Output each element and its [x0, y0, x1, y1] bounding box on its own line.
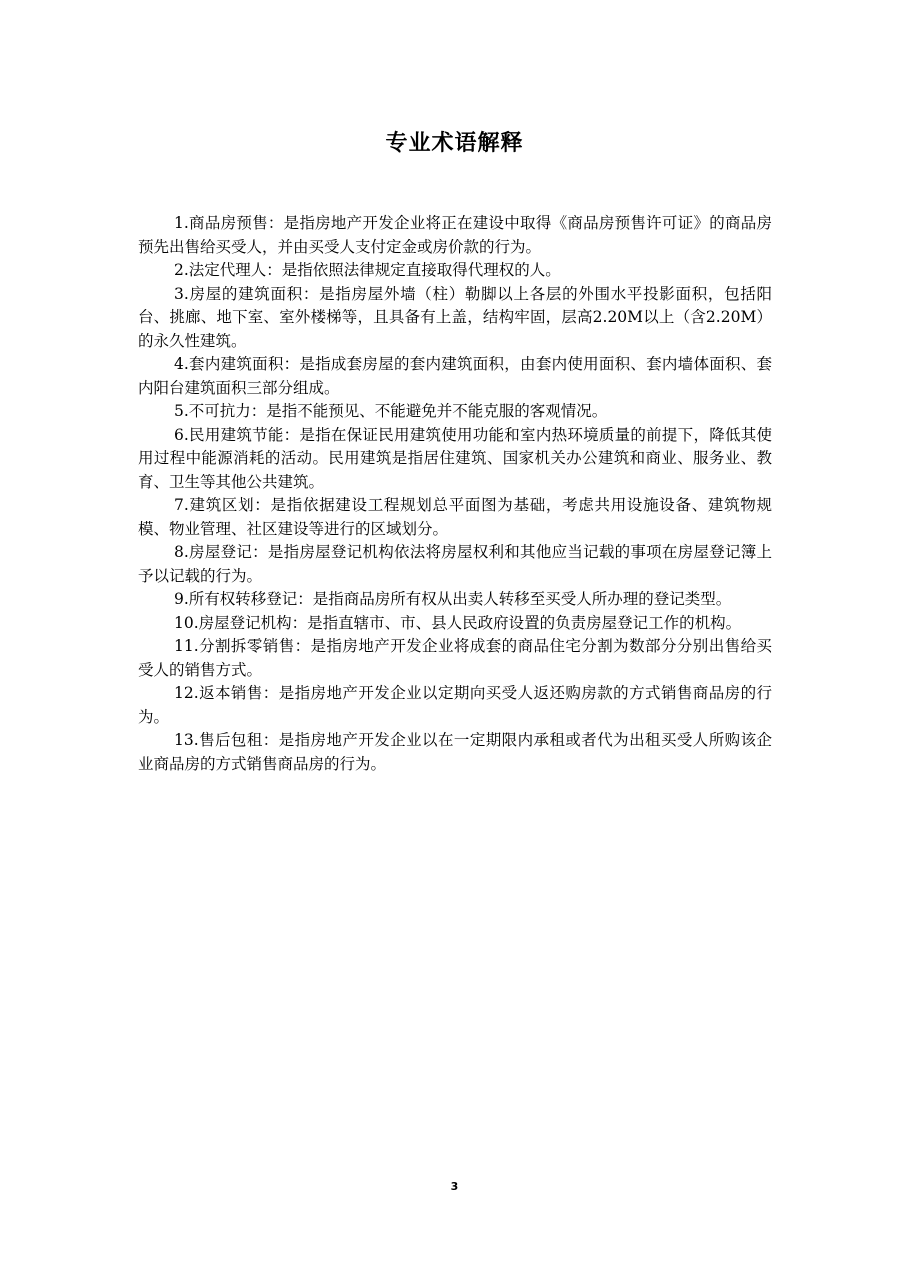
- term-item: 4.套内建筑面积：是指成套房屋的套内建筑面积，由套内使用面积、套内墙体面积、套内阳台建筑面积三部分组成。: [138, 355, 772, 397]
- term-item: 6.民用建筑节能：是指在保证民用建筑使用功能和室内热环境质量的前提下，降低其使用过程中能源消耗的活动。民用建筑是指居住建筑、国家机关办公建筑和商业、服务业、教育、卫生等其他公共建筑。: [138, 425, 772, 491]
- term-item: 13.售后包租：是指房地产开发企业以在一定期限内承租或者代为出租买受人所购该企业商品房的方式销售商品房的行为。: [138, 731, 772, 773]
- term-item: 7.建筑区划：是指依据建设工程规划总平面图为基础，考虑共用设施设备、建筑物规模、物业管理、社区建设等进行的区域划分。: [138, 496, 772, 538]
- term-item: 1.商品房预售：是指房地产开发企业将正在建设中取得《商品房预售许可证》的商品房预先出售给买受人，并由买受人支付定金或房价款的行为。: [138, 214, 772, 256]
- term-item: 9.所有权转移登记：是指商品房所有权从出卖人转移至买受人所办理的登记类型。: [174, 590, 732, 608]
- terms-list: [138, 212, 772, 776]
- page-title: 专业术语解释: [385, 131, 524, 156]
- term-item: 3.房屋的建筑面积：是指房屋外墙（柱）勒脚以上各层的外围水平投影面积，包括阳台、挑廊、地下室、室外楼梯等，且具备有上盖，结构牢固，层高2.20M以上（含2.20M）的永久性建筑。: [138, 284, 772, 350]
- page-number: 3: [450, 1180, 459, 1193]
- term-item: 12.返本销售：是指房地产开发企业以定期向买受人返还购房款的方式销售商品房的行为。: [138, 684, 772, 726]
- term-item: 11.分割拆零销售：是指房地产开发企业将成套的商品住宅分割为数部分分别出售给买受人的销售方式。: [138, 637, 772, 679]
- term-item: 8.房屋登记：是指房屋登记机构依法将房屋权利和其他应当记载的事项在房屋登记簿上予以记载的行为。: [138, 543, 772, 585]
- term-item: 2.法定代理人：是指依照法律规定直接取得代理权的人。: [174, 261, 561, 279]
- term-item: 10.房屋登记机构：是指直辖市、市、县人民政府设置的负责房屋登记工作的机构。: [174, 613, 742, 632]
- term-item: 5.不可抗力：是指不能预见、不能避免并不能克服的客观情况。: [174, 402, 608, 420]
